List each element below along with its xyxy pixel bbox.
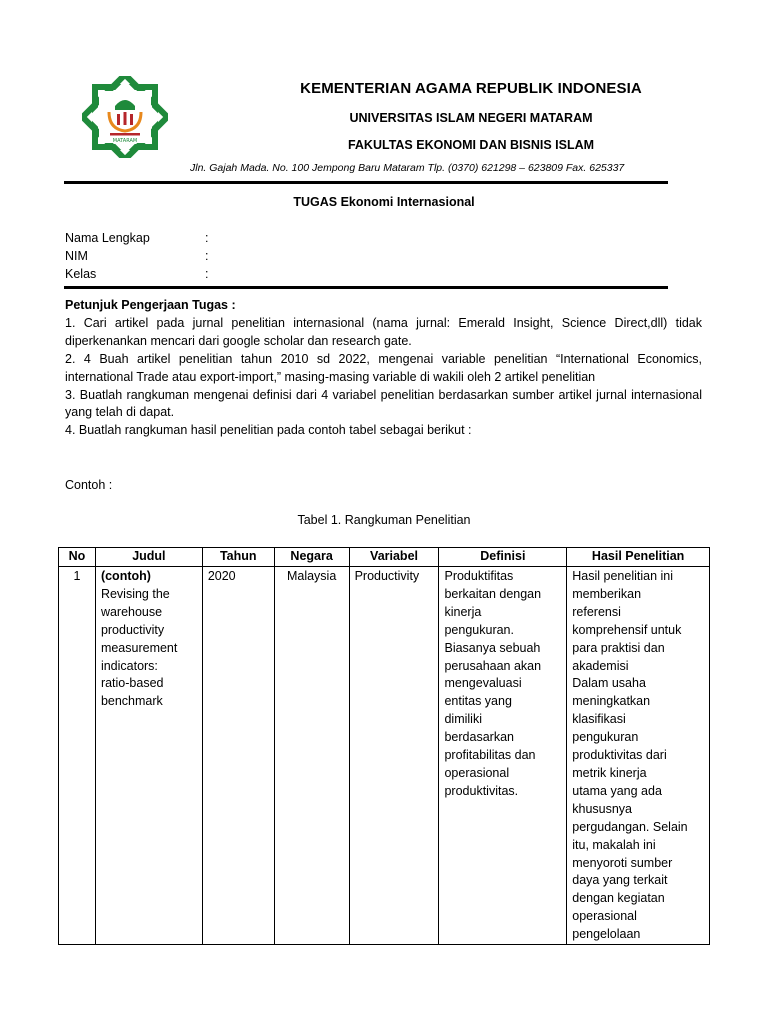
- column-header: Judul: [95, 548, 202, 567]
- task-title: TUGAS Ekonomi Internasional: [293, 195, 475, 209]
- ministry-heading: KEMENTERIAN AGAMA REPUBLIK INDONESIA: [300, 80, 642, 97]
- instruction-item: 3. Buatlah rangkuman mengenai definisi dari 4 variabel penelitian berdasarkan sumber artikel jurnal internasional yang telah di dapat.: [65, 387, 702, 420]
- column-header: Hasil Penelitian: [567, 548, 710, 567]
- university-heading: UNIVERSITAS ISLAM NEGERI MATARAM: [349, 111, 593, 125]
- cell-judul: [95, 567, 202, 945]
- cell-tahun: 2020: [202, 567, 274, 945]
- judul-text: Revising the warehouse productivity measurement indicators: ratio-based benchmark: [100, 586, 178, 709]
- instruction-item: 2. 4 Buah artikel penelitian tahun 2010 sd 2022, mengenai variable penelitian “International Economics, international Trade atau export-import,” masing-masing variable di wakili oleh 2 artikel penelitian: [65, 351, 702, 384]
- field-separator: :: [205, 249, 209, 263]
- cell-no: 1: [59, 567, 96, 945]
- cell-negara: Malaysia: [274, 567, 349, 945]
- column-header: Negara: [274, 548, 349, 567]
- student-identity: [65, 229, 365, 283]
- table-row: [59, 567, 710, 945]
- instruction-item: 1. Cari artikel pada jurnal penelitian internasional (nama jurnal: Emerald Insight, Science Direct,dll) tidak diperkenankan mencari dari google scholar dan research gate.: [65, 315, 702, 348]
- judul-prefix: (contoh): [100, 569, 151, 583]
- field-label: NIM: [65, 249, 88, 263]
- instructions: [65, 297, 702, 440]
- svg-text:MATARAM: MATARAM: [112, 138, 138, 144]
- cell-variabel: Productivity: [349, 567, 439, 945]
- instructions-heading: Petunjuk Pengerjaan Tugas :: [65, 298, 236, 312]
- column-header: Variabel: [349, 548, 439, 567]
- research-summary-table: [58, 547, 710, 945]
- cell-hasil: Hasil penelitian ini memberikan referensi komprehensif untuk para praktisi dan akademisi Dalam usaha meningkatkan klasifikasi pengukuran produktivitas dari metrik kinerja utama yang ada khususnya pergudangan. Selain itu, makalah ini menyoroti sumber daya yang terkait dengan kegiatan operasional pengelolaan: [567, 567, 710, 945]
- column-header: No: [59, 548, 96, 567]
- header-divider: [64, 181, 668, 184]
- university-logo: [82, 76, 168, 158]
- instruction-item: 4. Buatlah rangkuman hasil penelitian pada contoh tabel sebagai berikut :: [65, 423, 472, 438]
- cell-definisi: Produktifitas berkaitan dengan kinerja pengukuran. Biasanya sebuah perusahaan akan mengevaluasi entitas yang dimiliki berdasarkan profitabilitas dan operasional produktivitas.: [439, 567, 567, 945]
- table-caption: Tabel 1. Rangkuman Penelitian: [297, 513, 471, 527]
- field-kelas: [65, 265, 365, 283]
- field-label: Nama Lengkap: [65, 231, 150, 245]
- field-nim: [65, 247, 365, 265]
- identity-divider: [64, 286, 668, 289]
- column-header: Tahun: [202, 548, 274, 567]
- field-separator: :: [205, 231, 209, 245]
- field-label: Kelas: [65, 267, 97, 281]
- field-nama: [65, 229, 365, 247]
- example-label: Contoh :: [65, 478, 113, 492]
- field-separator: :: [205, 267, 209, 281]
- address-line: Jln. Gajah Mada. No. 100 Jempong Baru Mataram Tlp. (0370) 621298 – 623809 Fax. 625337: [190, 162, 625, 174]
- table-header-row: [59, 548, 710, 567]
- faculty-heading: FAKULTAS EKONOMI DAN BISNIS ISLAM: [347, 138, 595, 152]
- column-header: Definisi: [439, 548, 567, 567]
